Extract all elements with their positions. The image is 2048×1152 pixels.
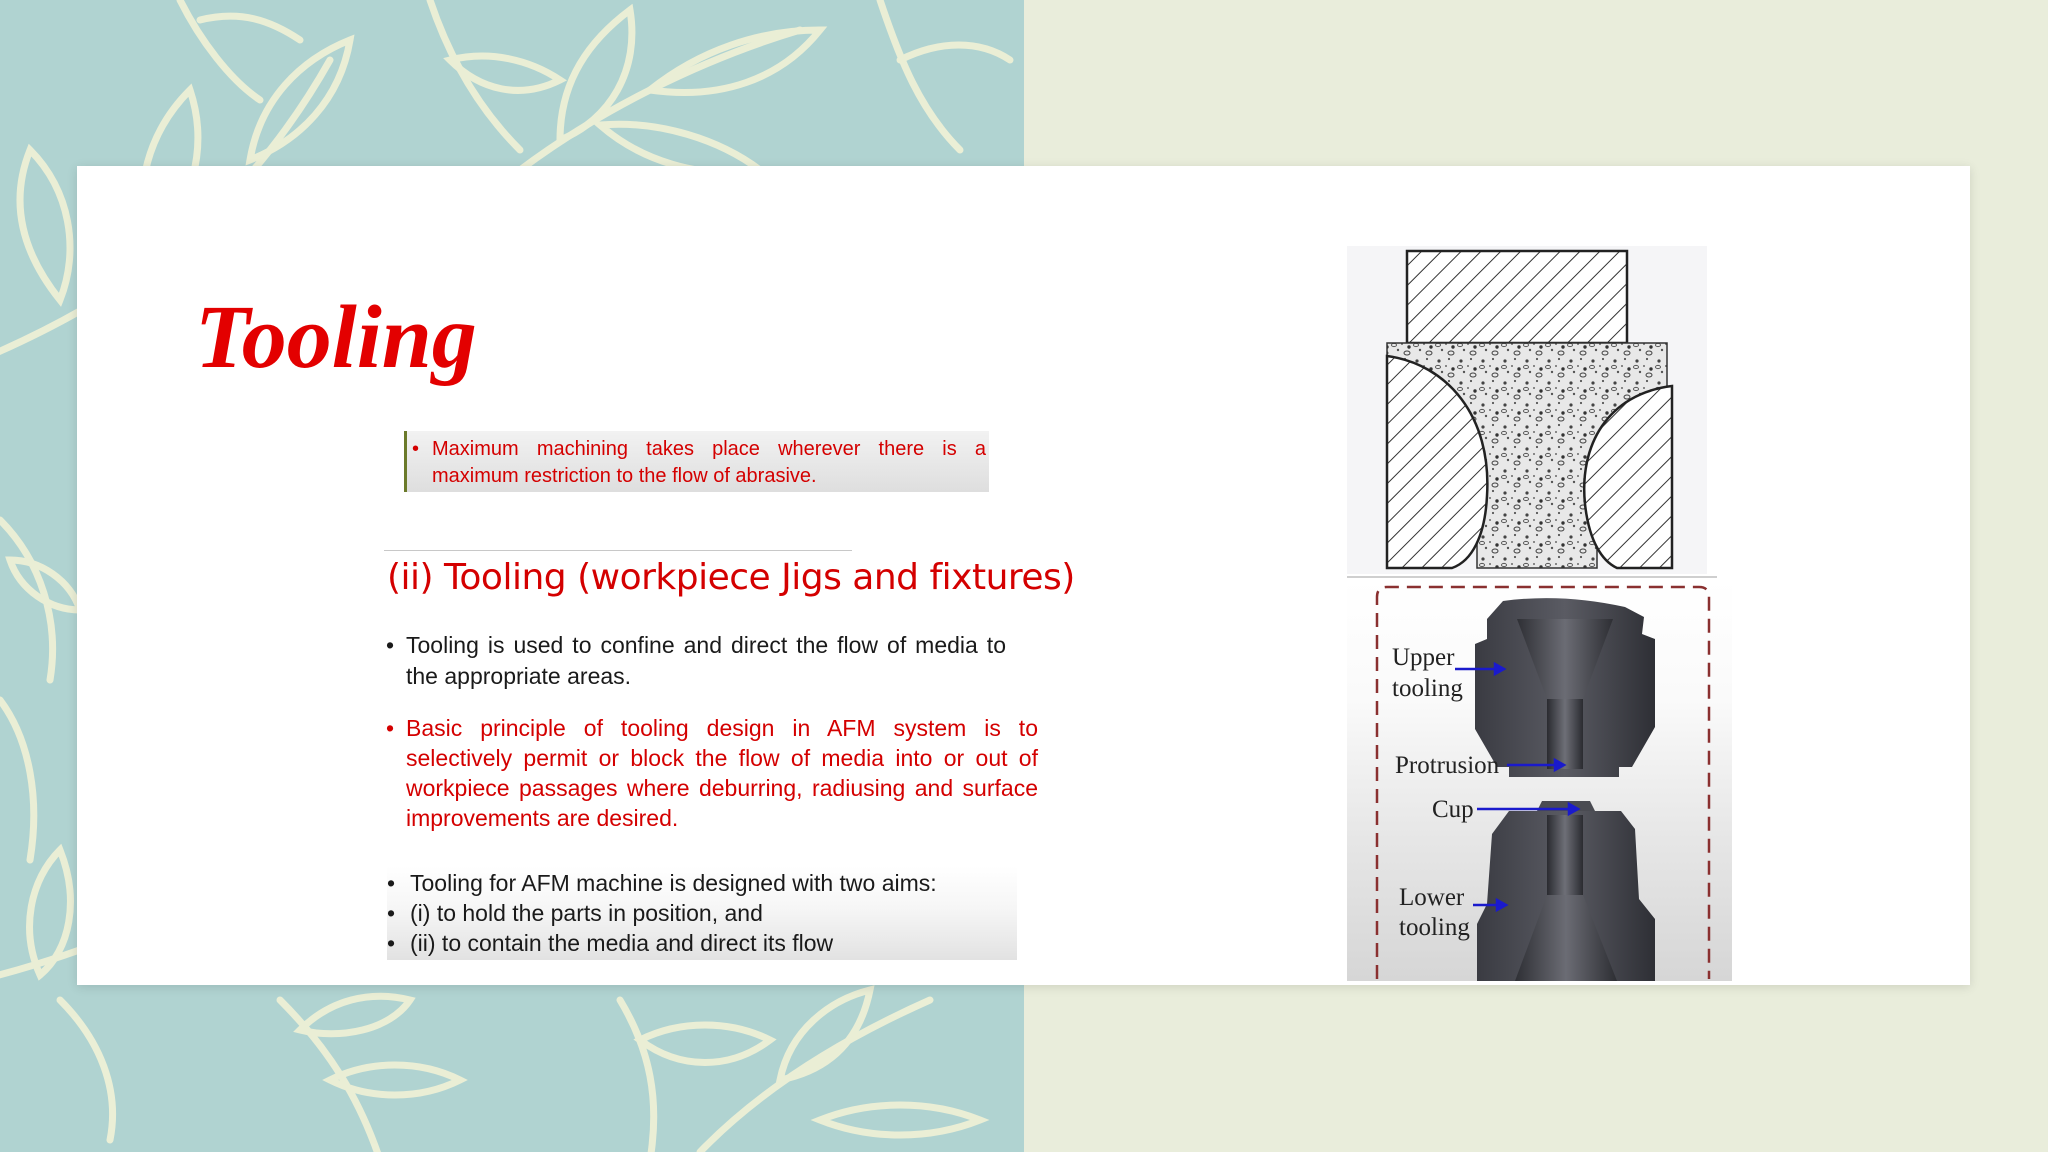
- bullet-item: [386, 630, 1006, 692]
- bullet-marker: •: [387, 900, 396, 926]
- label-upper: Upper: [1392, 644, 1455, 671]
- bullet-marker: •: [387, 870, 396, 896]
- aim-text: (ii) to contain the media and direct its flow: [410, 930, 834, 956]
- bullet-marker: •: [387, 930, 396, 956]
- label-cup: Cup: [1432, 796, 1474, 823]
- section-heading: (ii) Tooling (workpiece Jigs and fixtures): [387, 557, 1075, 598]
- slide-card: [77, 166, 1970, 985]
- label-upper-tooling: tooling: [1392, 675, 1463, 702]
- bullet-marker: •: [386, 715, 395, 741]
- tooling-assembly-figure: [1347, 579, 1732, 981]
- bullet-item: [386, 713, 1038, 833]
- flow-cross-section-figure: [1347, 246, 1707, 574]
- note-box: [404, 431, 989, 492]
- aim-item: [387, 928, 1017, 958]
- bullet-marker: •: [386, 632, 395, 658]
- bullet-marker: •: [412, 438, 420, 460]
- slide-title: Tooling: [195, 288, 477, 387]
- note-text: Maximum machining takes place wherever there is a maximum restriction to the flow of abrasive.: [432, 438, 986, 487]
- aims-box: [387, 866, 1017, 960]
- aim-text: (i) to hold the parts in position, and: [410, 900, 763, 926]
- note-bullet: [412, 436, 986, 490]
- bullet-text: Basic principle of tooling design in AFM system is to selectively permit or block the flow of media into or out of workpiece passages where deburring, radiusing and surface improvements are desired.: [406, 715, 1038, 831]
- label-lower: Lower: [1399, 884, 1465, 911]
- aim-text: Tooling for AFM machine is designed with two aims:: [410, 870, 937, 896]
- label-protrusion: Protrusion: [1395, 752, 1500, 779]
- bullet-text: Tooling is used to confine and direct the flow of media to the appropriate areas.: [406, 632, 1006, 689]
- divider: [384, 550, 852, 551]
- aim-item: [387, 898, 1017, 928]
- aim-item: [387, 868, 1017, 898]
- figure-divider: [1347, 576, 1717, 578]
- label-lower-tooling: tooling: [1399, 914, 1470, 941]
